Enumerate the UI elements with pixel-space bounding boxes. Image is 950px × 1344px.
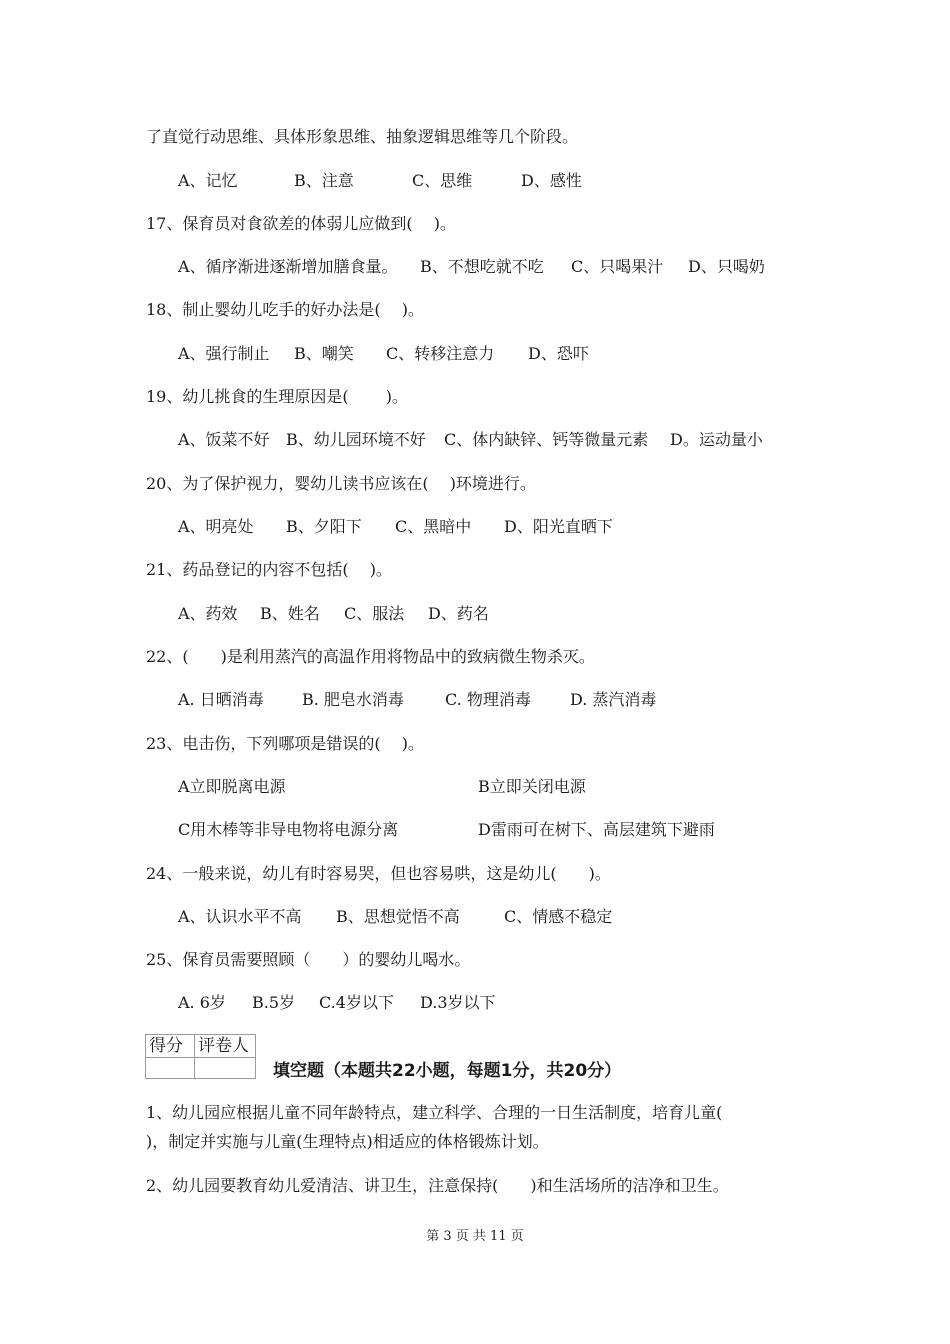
page-footer: 第 3 页 共 11 页	[426, 1229, 524, 1244]
option-d: D、阳光直晒下	[504, 517, 613, 536]
option-c: C、情感不稳定	[504, 907, 613, 926]
option-b: B、夕阳下	[286, 517, 362, 536]
question-23: 23、电击伤，下列哪项是错误的( )。	[146, 734, 424, 753]
option-c: C.4岁以下	[319, 993, 394, 1012]
fill-item-2: 2、幼儿园要教育幼儿爱清洁、讲卫生，注意保持( )和生活场所的洁净和卫生。	[146, 1176, 729, 1195]
grader-label: 评卷人	[195, 1035, 256, 1058]
option-b: B立即关闭电源	[478, 777, 586, 796]
option-a: A立即脱离电源	[178, 777, 286, 796]
option-c: C. 物理消毒	[445, 690, 531, 709]
option-c: C、转移注意力	[386, 344, 495, 363]
question-18: 18、制止婴幼儿吃手的好办法是( )。	[146, 300, 424, 319]
option-b: B、姓名	[260, 604, 320, 623]
option-b: B. 肥皂水消毒	[302, 690, 404, 709]
option-d: D。运动量小	[670, 430, 763, 449]
question-19: 19、幼儿挑食的生理原因是( )。	[146, 387, 408, 406]
question-25: 25、保育员需要照顾（ ）的婴幼儿喝水。	[146, 950, 471, 969]
question-21: 21、药品登记的内容不包括( )。	[146, 560, 392, 579]
option-b: B.5岁	[252, 993, 296, 1012]
option-a: A. 6岁	[178, 993, 226, 1012]
question-24: 24、一般来说，幼儿有时容易哭，但也容易哄，这是幼儿( )。	[146, 864, 611, 883]
option-d: D. 蒸汽消毒	[570, 690, 657, 709]
option-a: A、认识水平不高	[178, 907, 302, 926]
score-label: 得分	[146, 1035, 195, 1058]
section-title: 填空题（本题共22小题，每题1分，共20分）	[273, 1061, 622, 1081]
grader-cell	[195, 1058, 256, 1079]
option-a: A、记忆	[178, 171, 238, 190]
fill-item-1-line1: 1、幼儿园应根据儿童不同年龄特点，建立科学、合理的一日生活制度，培育儿童(	[146, 1103, 723, 1122]
option-a: A. 日晒消毒	[178, 690, 264, 709]
option-c: C、体内缺锌、钙等微量元素	[444, 430, 649, 449]
question-20: 20、为了保护视力，婴幼儿读书应该在( )环境进行。	[146, 474, 536, 493]
score-cell	[146, 1058, 195, 1079]
question-17: 17、保育员对食欲差的体弱儿应做到( )。	[146, 214, 456, 233]
score-table	[145, 1034, 256, 1079]
option-b: B、注意	[294, 171, 354, 190]
option-d: D、只喝奶	[688, 257, 765, 276]
option-d: D.3岁以下	[420, 993, 496, 1012]
option-b: B、幼儿园环境不好	[286, 430, 426, 449]
option-d: D、感性	[521, 171, 582, 190]
option-a: A、饭菜不好	[178, 430, 270, 449]
option-c: C、黑暗中	[395, 517, 472, 536]
option-b: B、不想吃就不吃	[420, 257, 544, 276]
option-a: A、明亮处	[178, 517, 254, 536]
option-c: C、服法	[344, 604, 405, 623]
option-d: D、恐吓	[528, 344, 589, 363]
option-a: A、强行制止	[178, 344, 270, 363]
option-c: C、思维	[412, 171, 473, 190]
question-16-continuation: 了直觉行动思维、具体形象思维、抽象逻辑思维等几个阶段。	[146, 127, 579, 146]
option-c: C用木棒等非导电物将电源分离	[178, 820, 399, 839]
option-a: A、循序渐进逐渐增加膳食量。	[178, 257, 398, 276]
option-a: A、药效	[178, 604, 238, 623]
option-c: C、只喝果汁	[571, 257, 664, 276]
option-d: D、药名	[428, 604, 489, 623]
fill-item-1-line2: )，制定并实施与儿童(生理特点)相适应的体格锻炼计划。	[146, 1132, 549, 1151]
option-b: B、思想觉悟不高	[336, 907, 460, 926]
question-22: 22、( )是利用蒸汽的高温作用将物品中的致病微生物杀灭。	[146, 647, 595, 666]
option-b: B、嘲笑	[294, 344, 354, 363]
option-d: D雷雨可在树下、高层建筑下避雨	[478, 820, 715, 839]
